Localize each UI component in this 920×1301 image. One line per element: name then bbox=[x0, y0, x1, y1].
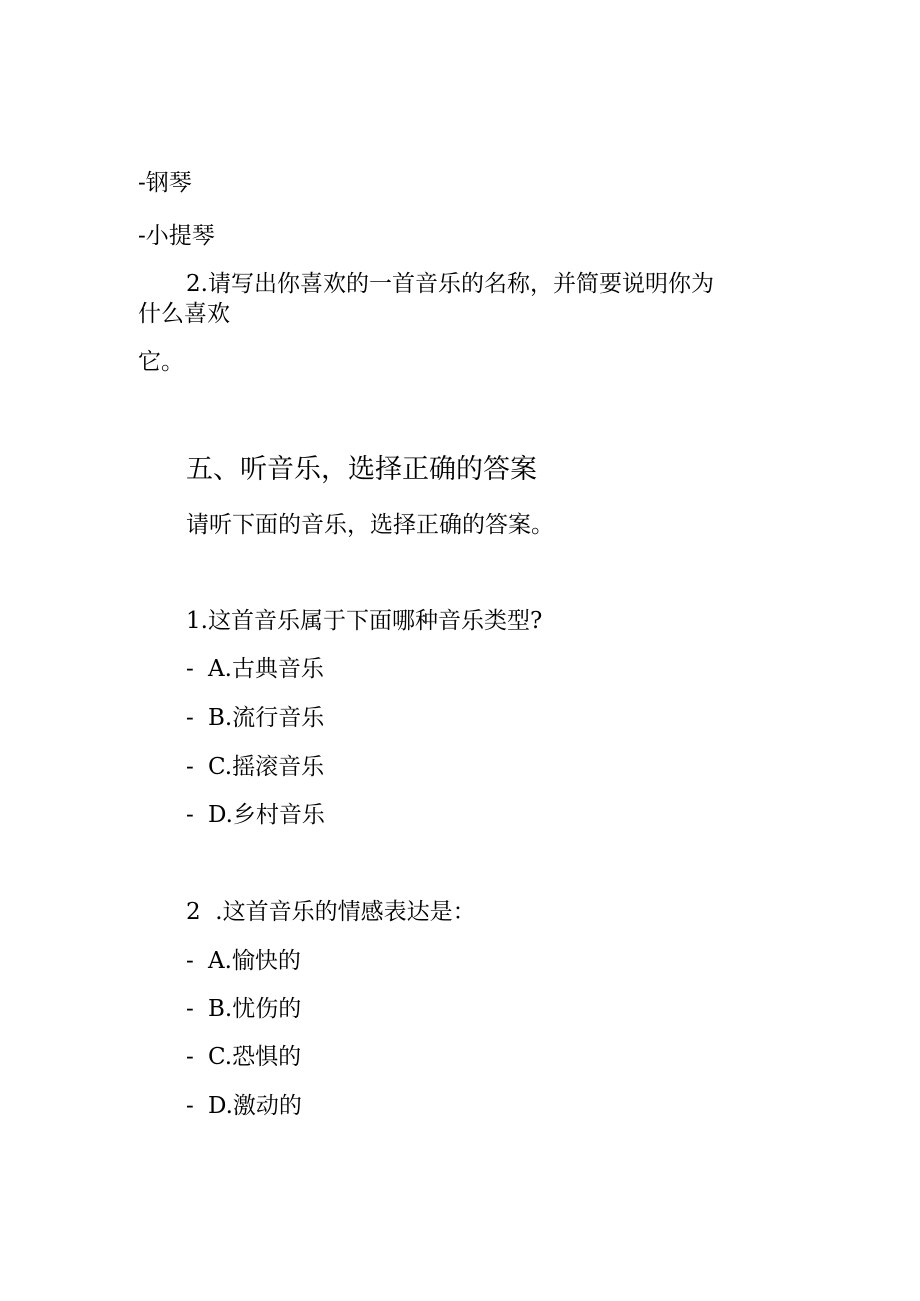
option-dash: - bbox=[186, 1093, 194, 1119]
question-2-option-b bbox=[186, 994, 301, 1024]
option-dash: - bbox=[186, 996, 194, 1022]
question-1-option-c bbox=[186, 752, 324, 782]
question-2-option-d bbox=[186, 1091, 302, 1121]
option-label: B.流行音乐 bbox=[208, 705, 325, 731]
option-dash: - bbox=[186, 656, 194, 682]
option-dash: - bbox=[186, 948, 194, 974]
question-2-line-2: 什么喜欢 bbox=[138, 301, 230, 327]
option-label: D.激动的 bbox=[208, 1093, 302, 1119]
option-label: A.古典音乐 bbox=[208, 656, 324, 682]
question-1-option-b bbox=[186, 703, 324, 733]
option-dash: - bbox=[186, 1044, 194, 1070]
question-1-option-d bbox=[186, 800, 325, 830]
question-1-option-a bbox=[186, 654, 324, 684]
option-dash: - bbox=[186, 802, 194, 828]
section-5-instruction: 请听下面的音乐，选择正确的答案。 bbox=[186, 512, 554, 538]
question-2-option-a bbox=[186, 946, 301, 976]
question-2-line-3: 它。 bbox=[138, 349, 184, 375]
question-1-stem: 1.这首音乐属于下面哪种音乐类型? bbox=[186, 608, 543, 634]
question-2-line-1: 2.请写出你喜欢的一首音乐的名称，并简要说明你为 bbox=[186, 271, 714, 297]
option-label: B.忧伤的 bbox=[208, 996, 302, 1022]
option-dash: - bbox=[186, 705, 194, 731]
option-dash: - bbox=[186, 754, 194, 780]
option-label: A.愉快的 bbox=[208, 948, 301, 974]
instrument-option-piano: -钢琴 bbox=[138, 170, 192, 196]
option-label: D.乡村音乐 bbox=[208, 802, 325, 828]
question-2-stem: 2 .这首音乐的情感表达是： bbox=[186, 899, 476, 925]
option-label: C.摇滚音乐 bbox=[208, 754, 325, 780]
option-label: C.恐惧的 bbox=[208, 1044, 302, 1070]
question-2-option-c bbox=[186, 1042, 301, 1072]
instrument-option-violin: -小提琴 bbox=[138, 223, 215, 249]
section-5-title: 五、听音乐，选择正确的答案 bbox=[186, 454, 537, 485]
